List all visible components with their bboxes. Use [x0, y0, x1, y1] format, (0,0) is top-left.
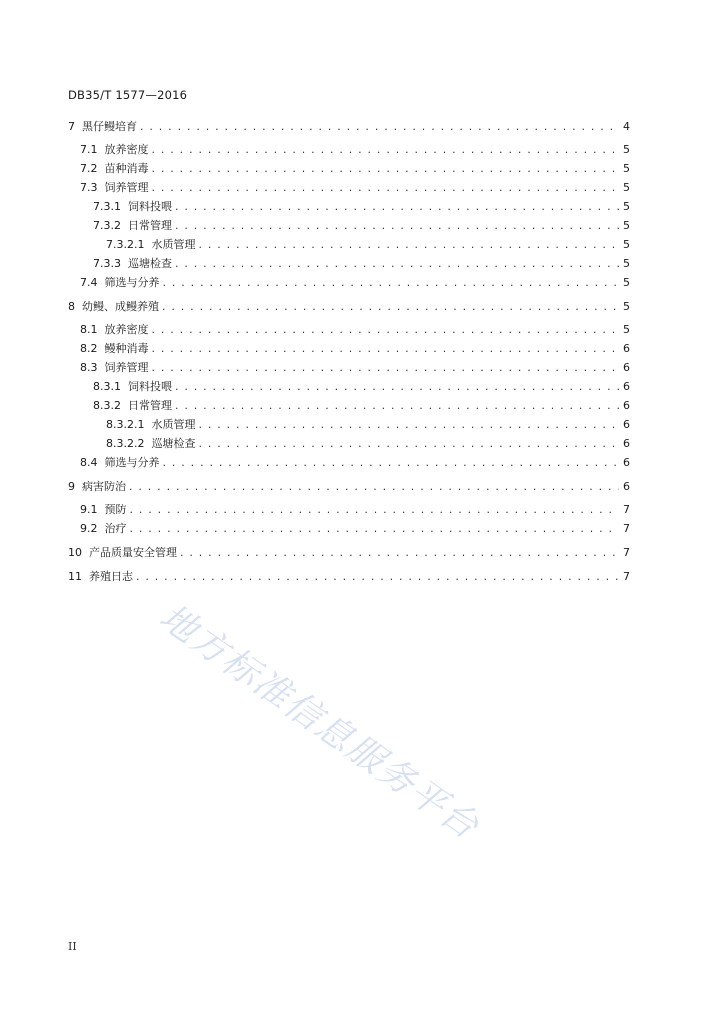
toc-dot-leader	[152, 361, 620, 375]
toc-page-number: 6	[623, 437, 630, 450]
toc-entry[interactable]	[80, 454, 630, 470]
toc-entry[interactable]	[80, 179, 630, 195]
toc-page-number: 5	[623, 200, 630, 213]
toc-dot-leader	[129, 480, 619, 494]
toc-entry-label: 7 黑仔鳗培育	[68, 120, 137, 133]
toc-dot-leader	[136, 570, 619, 584]
toc-dot-leader	[152, 181, 620, 195]
toc-dot-leader	[175, 219, 619, 233]
toc-entry[interactable]	[93, 255, 630, 271]
toc-dot-leader	[198, 238, 619, 252]
toc-entry-label: 8.3.1 饲料投喂	[93, 380, 172, 393]
toc-page-number: 6	[623, 480, 630, 493]
toc-dot-leader	[180, 546, 619, 560]
toc-page-number: 6	[623, 399, 630, 412]
toc-entry[interactable]	[68, 118, 630, 134]
toc-entry[interactable]	[80, 501, 630, 517]
toc-dot-leader	[175, 200, 619, 214]
document-code: DB35/T 1577—2016	[68, 88, 188, 102]
toc-page-number: 5	[623, 276, 630, 289]
toc-entry-label: 9.1 预防	[80, 503, 127, 516]
toc-dot-leader	[152, 162, 620, 176]
watermark: 地方标准信息服务平台	[151, 596, 487, 849]
toc-entry-label: 10 产品质量安全管理	[68, 546, 177, 559]
toc-entry[interactable]	[80, 321, 630, 337]
toc-entry[interactable]	[80, 274, 630, 290]
toc-dot-leader	[175, 380, 619, 394]
toc-dot-leader	[163, 276, 620, 290]
toc-entry[interactable]	[80, 160, 630, 176]
toc-entry-label: 7.3.2.1 水质管理	[106, 238, 196, 251]
toc-page-number: 6	[623, 380, 630, 393]
toc-page-number: 5	[623, 219, 630, 232]
toc-entry-label: 7.3.3 巡塘检查	[93, 257, 172, 270]
toc-dot-leader	[152, 143, 620, 157]
toc-entry-label: 8.1 放养密度	[80, 323, 149, 336]
toc-dot-leader	[130, 503, 620, 517]
toc-entry[interactable]	[93, 397, 630, 413]
toc-entry-label: 9.2 治疗	[80, 522, 127, 535]
toc-entry-label: 8.3.2.1 水质管理	[106, 418, 196, 431]
toc-dot-leader	[140, 120, 619, 134]
toc-dot-leader	[162, 300, 619, 314]
toc-entry[interactable]	[106, 236, 630, 252]
toc-entry-label: 8.4 筛选与分养	[80, 456, 160, 469]
toc-page-number: 7	[623, 503, 630, 516]
toc-entry-label: 9 病害防治	[68, 480, 126, 493]
toc-entry[interactable]	[68, 478, 630, 494]
toc-entry-label: 8.2 鳗种消毒	[80, 342, 149, 355]
toc-entry[interactable]	[80, 359, 630, 375]
toc-entry[interactable]	[68, 544, 630, 560]
toc-entry-label: 8.3.2 日常管理	[93, 399, 172, 412]
toc-entry[interactable]	[93, 217, 630, 233]
toc-page-number: 6	[623, 456, 630, 469]
toc-entry-label: 8.3 饲养管理	[80, 361, 149, 374]
toc-entry[interactable]	[106, 435, 630, 451]
toc-entry-label: 8 幼鳗、成鳗养殖	[68, 300, 159, 313]
toc-entry[interactable]	[93, 198, 630, 214]
toc-entry-label: 7.3 饲养管理	[80, 181, 149, 194]
page-number: II	[68, 940, 77, 953]
toc-entry-label: 8.3.2.2 巡塘检查	[106, 437, 196, 450]
toc-page-number: 6	[623, 418, 630, 431]
toc-page-number: 7	[623, 546, 630, 559]
toc-entry-label: 7.2 苗种消毒	[80, 162, 149, 175]
toc-entry[interactable]	[80, 141, 630, 157]
toc-page-number: 7	[623, 522, 630, 535]
toc-page-number: 6	[623, 361, 630, 374]
toc-entry-label: 7.3.1 饲料投喂	[93, 200, 172, 213]
toc-entry[interactable]	[68, 568, 630, 584]
toc-dot-leader	[198, 437, 619, 451]
toc-entry-label: 7.1 放养密度	[80, 143, 149, 156]
toc-page-number: 4	[623, 120, 630, 133]
toc-entry-label: 7.4 筛选与分养	[80, 276, 160, 289]
toc-entry[interactable]	[68, 298, 630, 314]
toc-dot-leader	[130, 522, 620, 536]
toc-entry-label: 7.3.2 日常管理	[93, 219, 172, 232]
toc-page-number: 5	[623, 323, 630, 336]
toc-page-number: 5	[623, 181, 630, 194]
toc-dot-leader	[198, 418, 619, 432]
toc-dot-leader	[152, 342, 620, 356]
toc-entry[interactable]	[80, 520, 630, 536]
toc-entry[interactable]	[106, 416, 630, 432]
toc-page-number: 5	[623, 162, 630, 175]
toc-dot-leader	[163, 456, 620, 470]
toc-entry-label: 11 养殖日志	[68, 570, 133, 583]
toc-entry[interactable]	[80, 340, 630, 356]
toc-page-number: 5	[623, 238, 630, 251]
toc-dot-leader	[175, 257, 619, 271]
toc-page-number: 5	[623, 143, 630, 156]
toc-page-number: 7	[623, 570, 630, 583]
toc-dot-leader	[152, 323, 620, 337]
toc-entry[interactable]	[93, 378, 630, 394]
toc-page-number: 5	[623, 257, 630, 270]
toc-page-number: 5	[623, 300, 630, 313]
toc-page-number: 6	[623, 342, 630, 355]
toc-dot-leader	[175, 399, 619, 413]
